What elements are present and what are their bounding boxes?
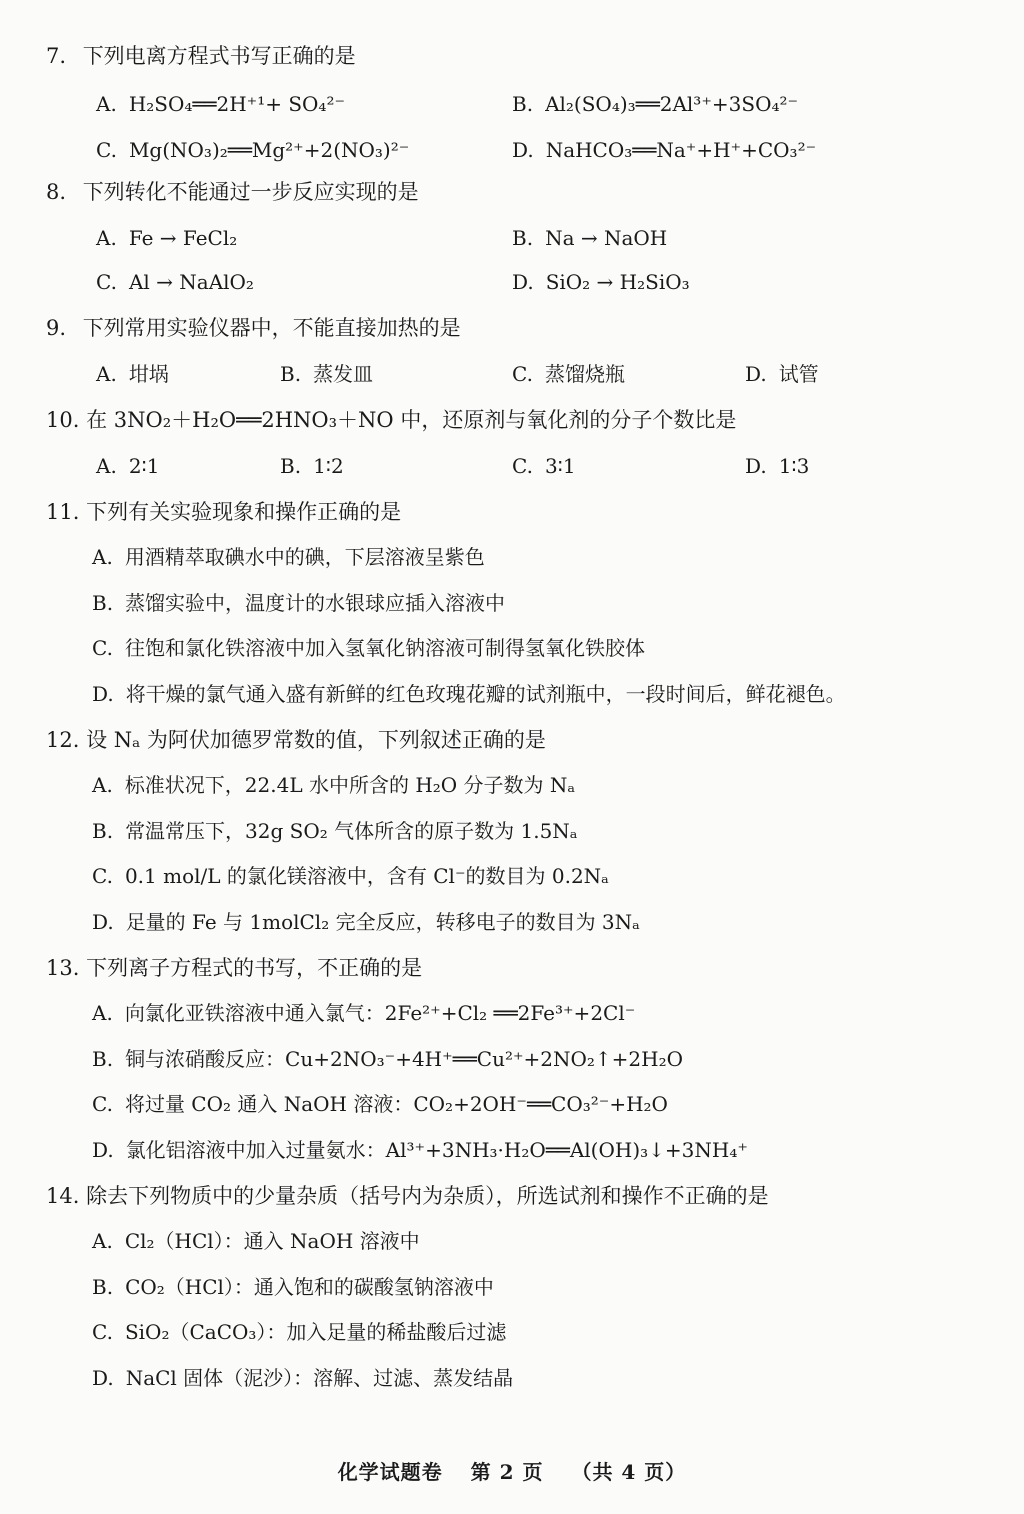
option-text: Fe → FeCl₂	[128, 226, 238, 250]
question-9-option-c	[512, 360, 625, 388]
option-text: Mg(NO₃)₂══Mg²⁺+2(NO₃)²⁻	[128, 138, 410, 162]
question-14-option-c	[92, 1318, 506, 1346]
option-label: D.	[512, 270, 534, 294]
question-number: 10.	[46, 408, 80, 432]
option-label: B.	[92, 1275, 114, 1299]
option-label: C.	[92, 864, 113, 888]
footer-page-number: 第 2 页	[470, 1460, 544, 1484]
question-8-option-b	[512, 224, 667, 252]
option-text: 蒸馏烧瓶	[544, 362, 625, 386]
question-7-option-d	[512, 136, 816, 164]
question-10-stem	[46, 406, 736, 434]
question-11-option-d	[92, 680, 846, 708]
question-10-option-d	[745, 452, 809, 480]
option-label: A.	[92, 773, 113, 797]
question-text: 设 Nₐ 为阿伏加德罗常数的值，下列叙述正确的是	[86, 728, 546, 752]
option-label: C.	[96, 138, 117, 162]
question-8-option-c	[96, 268, 254, 296]
question-14-option-a	[92, 1227, 420, 1255]
option-text: 0.1 mol/L 的氯化镁溶液中，含有 Cl⁻的数目为 0.2Nₐ	[124, 864, 609, 888]
question-text: 下列常用实验仪器中，不能直接加热的是	[82, 316, 461, 340]
option-text: SiO₂ → H₂SiO₃	[545, 270, 690, 294]
option-text: H₂SO₄══2H⁺¹+ SO₄²⁻	[128, 92, 346, 116]
option-text: CO₂（HCl）：通入饱和的碳酸氢钠溶液中	[125, 1275, 494, 1299]
option-label: C.	[92, 1092, 113, 1116]
question-number: 11.	[46, 500, 80, 524]
question-number: 8.	[46, 180, 67, 204]
option-label: A.	[96, 226, 117, 250]
option-label: D.	[745, 362, 767, 386]
option-label: A.	[96, 92, 117, 116]
question-8-stem	[46, 178, 419, 206]
option-text: 向氯化亚铁溶液中通入氯气：2Fe²⁺+Cl₂ ══2Fe³⁺+2Cl⁻	[124, 1001, 636, 1025]
question-11-stem	[46, 498, 401, 526]
option-text: Cl₂（HCl）：通入 NaOH 溶液中	[124, 1229, 420, 1253]
option-label: B.	[512, 92, 534, 116]
option-text: 试管	[778, 362, 819, 386]
option-label: A.	[92, 545, 113, 569]
question-13-option-c	[92, 1090, 668, 1118]
question-text: 下列离子方程式的书写，不正确的是	[86, 956, 423, 980]
question-12-option-c	[92, 862, 609, 890]
question-13-option-d	[92, 1136, 748, 1164]
question-11-option-c	[92, 634, 645, 662]
option-label: B.	[512, 226, 534, 250]
option-label: D.	[92, 1138, 114, 1162]
option-text: 铜与浓硝酸反应：Cu+2NO₃⁻+4H⁺══Cu²⁺+2NO₂↑+2H₂O	[125, 1047, 684, 1071]
question-11-option-b	[92, 589, 505, 617]
option-label: A.	[92, 1229, 113, 1253]
option-text: 1∶3	[778, 454, 810, 478]
question-9-stem	[46, 314, 461, 342]
question-9-option-b	[280, 360, 373, 388]
question-12-option-d	[92, 908, 640, 936]
option-label: D.	[512, 138, 534, 162]
question-13-stem	[46, 954, 422, 982]
question-text: 下列有关实验现象和操作正确的是	[86, 500, 402, 524]
question-13-option-b	[92, 1045, 683, 1073]
question-number: 12.	[46, 728, 80, 752]
question-text: 下列转化不能通过一步反应实现的是	[82, 180, 419, 204]
question-11-option-a	[92, 543, 485, 571]
option-label: C.	[512, 362, 533, 386]
footer-subject: 化学试题卷	[337, 1460, 443, 1484]
question-8-option-d	[512, 268, 690, 296]
question-8-option-a	[96, 224, 237, 252]
option-text: SiO₂（CaCO₃）：加入足量的稀盐酸后过滤	[124, 1320, 507, 1344]
option-text: 坩埚	[128, 362, 169, 386]
question-12-option-a	[92, 771, 575, 799]
option-label: A.	[92, 1001, 113, 1025]
question-9-option-d	[745, 360, 819, 388]
question-text: 下列电离方程式书写正确的是	[82, 44, 356, 68]
question-14-stem	[46, 1182, 769, 1210]
option-text: 将过量 CO₂ 通入 NaOH 溶液：CO₂+2OH⁻══CO₃²⁻+H₂O	[124, 1092, 668, 1116]
option-text: 蒸馏实验中，温度计的水银球应插入溶液中	[125, 591, 506, 615]
question-13-option-a	[92, 999, 635, 1027]
option-label: A.	[96, 454, 117, 478]
option-text: 1∶2	[313, 454, 344, 478]
option-text: Al₂(SO₄)₃══2Al³⁺+3SO₄²⁻	[545, 92, 799, 116]
page-footer	[0, 1456, 1024, 1485]
question-7-option-c	[96, 136, 409, 164]
option-label: B.	[280, 362, 302, 386]
option-text: 3∶1	[544, 454, 576, 478]
option-label: A.	[96, 362, 117, 386]
option-text: 用酒精萃取碘水中的碘，下层溶液呈紫色	[124, 545, 485, 569]
question-12-stem	[46, 726, 546, 754]
question-text: 除去下列物质中的少量杂质（括号内为杂质），所选试剂和操作不正确的是	[86, 1184, 769, 1208]
option-label: D.	[745, 454, 767, 478]
question-number: 14.	[46, 1184, 80, 1208]
question-10-option-a	[96, 452, 159, 480]
option-label: B.	[92, 591, 114, 615]
option-label: B.	[92, 819, 114, 843]
question-9-option-a	[96, 360, 169, 388]
option-label: C.	[512, 454, 533, 478]
option-label: C.	[92, 636, 113, 660]
question-7-option-a	[96, 90, 345, 118]
option-text: 蒸发皿	[313, 362, 374, 386]
footer-total-pages: （共 4 页）	[571, 1460, 687, 1484]
option-text: 氯化铝溶液中加入过量氨水：Al³⁺+3NH₃·H₂O══Al(OH)₃↓+3NH₄⁺	[125, 1138, 748, 1162]
option-text: Na → NaOH	[545, 226, 668, 250]
option-text: 常温常压下，32g SO₂ 气体所含的原子数为 1.5Nₐ	[125, 819, 578, 843]
question-14-option-d	[92, 1364, 513, 1392]
question-number: 7.	[46, 44, 67, 68]
option-text: 标准状况下，22.4L 水中所含的 H₂O 分子数为 Nₐ	[124, 773, 576, 797]
option-text: 将干燥的氯气通入盛有新鲜的红色玫瑰花瓣的试剂瓶中，一段时间后，鲜花褪色。	[125, 682, 846, 706]
option-text: 2∶1	[128, 454, 160, 478]
option-text: 足量的 Fe 与 1molCl₂ 完全反应，转移电子的数目为 3Nₐ	[125, 910, 640, 934]
option-text: Al → NaAlO₂	[128, 270, 254, 294]
question-7-option-b	[512, 90, 798, 118]
option-text: NaCl 固体（泥沙）：溶解、过滤、蒸发结晶	[125, 1366, 514, 1390]
question-number: 9.	[46, 316, 67, 340]
question-10-option-c	[512, 452, 576, 480]
option-label: D.	[92, 910, 114, 934]
option-text: NaHCO₃══Na⁺+H⁺+CO₃²⁻	[545, 138, 817, 162]
option-label: B.	[92, 1047, 114, 1071]
question-text: 在 3NO₂＋H₂O══2HNO₃＋NO 中，还原剂与氧化剂的分子个数比是	[86, 408, 737, 432]
option-text: 往饱和氯化铁溶液中加入氢氧化钠溶液可制得氢氧化铁胶体	[124, 636, 645, 660]
question-12-option-b	[92, 817, 578, 845]
option-label: B.	[280, 454, 302, 478]
question-number: 13.	[46, 956, 80, 980]
option-label: D.	[92, 682, 114, 706]
option-label: C.	[92, 1320, 113, 1344]
question-7-stem	[46, 42, 356, 70]
option-label: D.	[92, 1366, 114, 1390]
question-10-option-b	[280, 452, 344, 480]
option-label: C.	[96, 270, 117, 294]
question-14-option-b	[92, 1273, 494, 1301]
